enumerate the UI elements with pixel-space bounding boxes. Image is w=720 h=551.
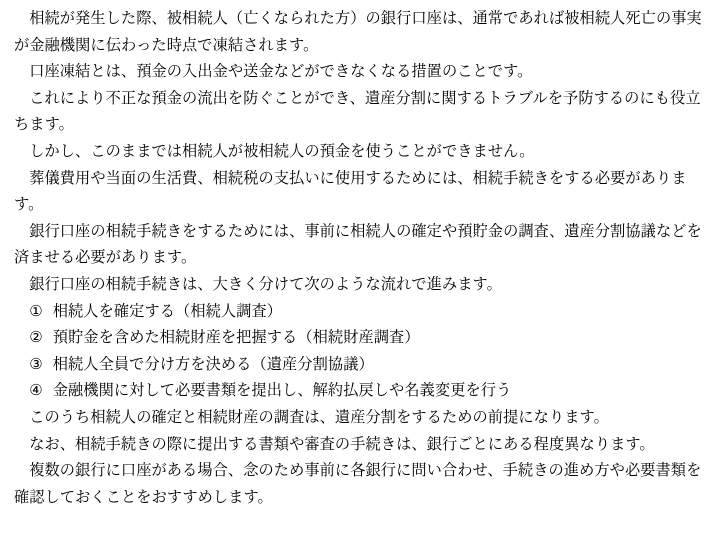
list-item-label: 金融機関に対して必要書類を提出し、解約払戻しや名義変更を行う	[52, 382, 512, 400]
paragraph: これにより不正な預金の流出を防ぐことができ、遺産分割に関するトラブルを予防するのにも役立ちます。	[14, 89, 701, 134]
paragraph: 銀行口座の相続手続きをするためには、事前に相続人の確定や預貯金の調査、遺産分割協議などを済ませる必要があります。	[14, 222, 702, 267]
paragraph: 葬儀費用や当面の生活費、相続税の支払いに使用するためには、相続手続きをする必要があります。	[14, 169, 687, 214]
list-item-label: 相続人を確定する（相続人調査）	[52, 302, 283, 320]
paragraph: このうち相続人の確定と相続財産の調査は、遺産分割をするための前提になります。	[29, 408, 609, 426]
paragraph: なお、相続手続きの際に提出する書類や審査の手続きは、銀行ごとにある程度異なります。	[29, 435, 655, 453]
list-marker: ①	[29, 302, 43, 320]
list-marker: ④	[29, 382, 43, 400]
list-marker: ②	[29, 329, 43, 347]
paragraph: 口座凍結とは、預金の入出金や送金などができなくなる措置のことです。	[29, 63, 533, 81]
list-item	[14, 299, 712, 326]
list-item	[14, 378, 712, 405]
list-item-label: 預貯金を含めた相続財産を把握する（相続財産調査）	[52, 329, 420, 347]
paragraph: 銀行口座の相続手続きは、大きく分けて次のような流れで進みます。	[29, 275, 502, 293]
list-item-label: 相続人全員で分け方を決める（遺産分割協議）	[52, 355, 374, 373]
list-marker: ③	[29, 355, 43, 373]
list-item	[14, 325, 712, 352]
paragraph: 相続が発生した際、被相続人（亡くなられた方）の銀行口座は、通常であれば被相続人死亡の事実が金融機関に伝わった時点で凍結されます。	[14, 10, 702, 54]
list-item	[14, 352, 712, 379]
paragraph: 複数の銀行に口座がある場合、念のため事前に各銀行に問い合わせ、手続きの進め方や必要書類を確認しておくことをおすすめします。	[14, 462, 702, 506]
paragraph: しかし、このままでは相続人が被相続人の預金を使うことができません。	[29, 142, 535, 160]
